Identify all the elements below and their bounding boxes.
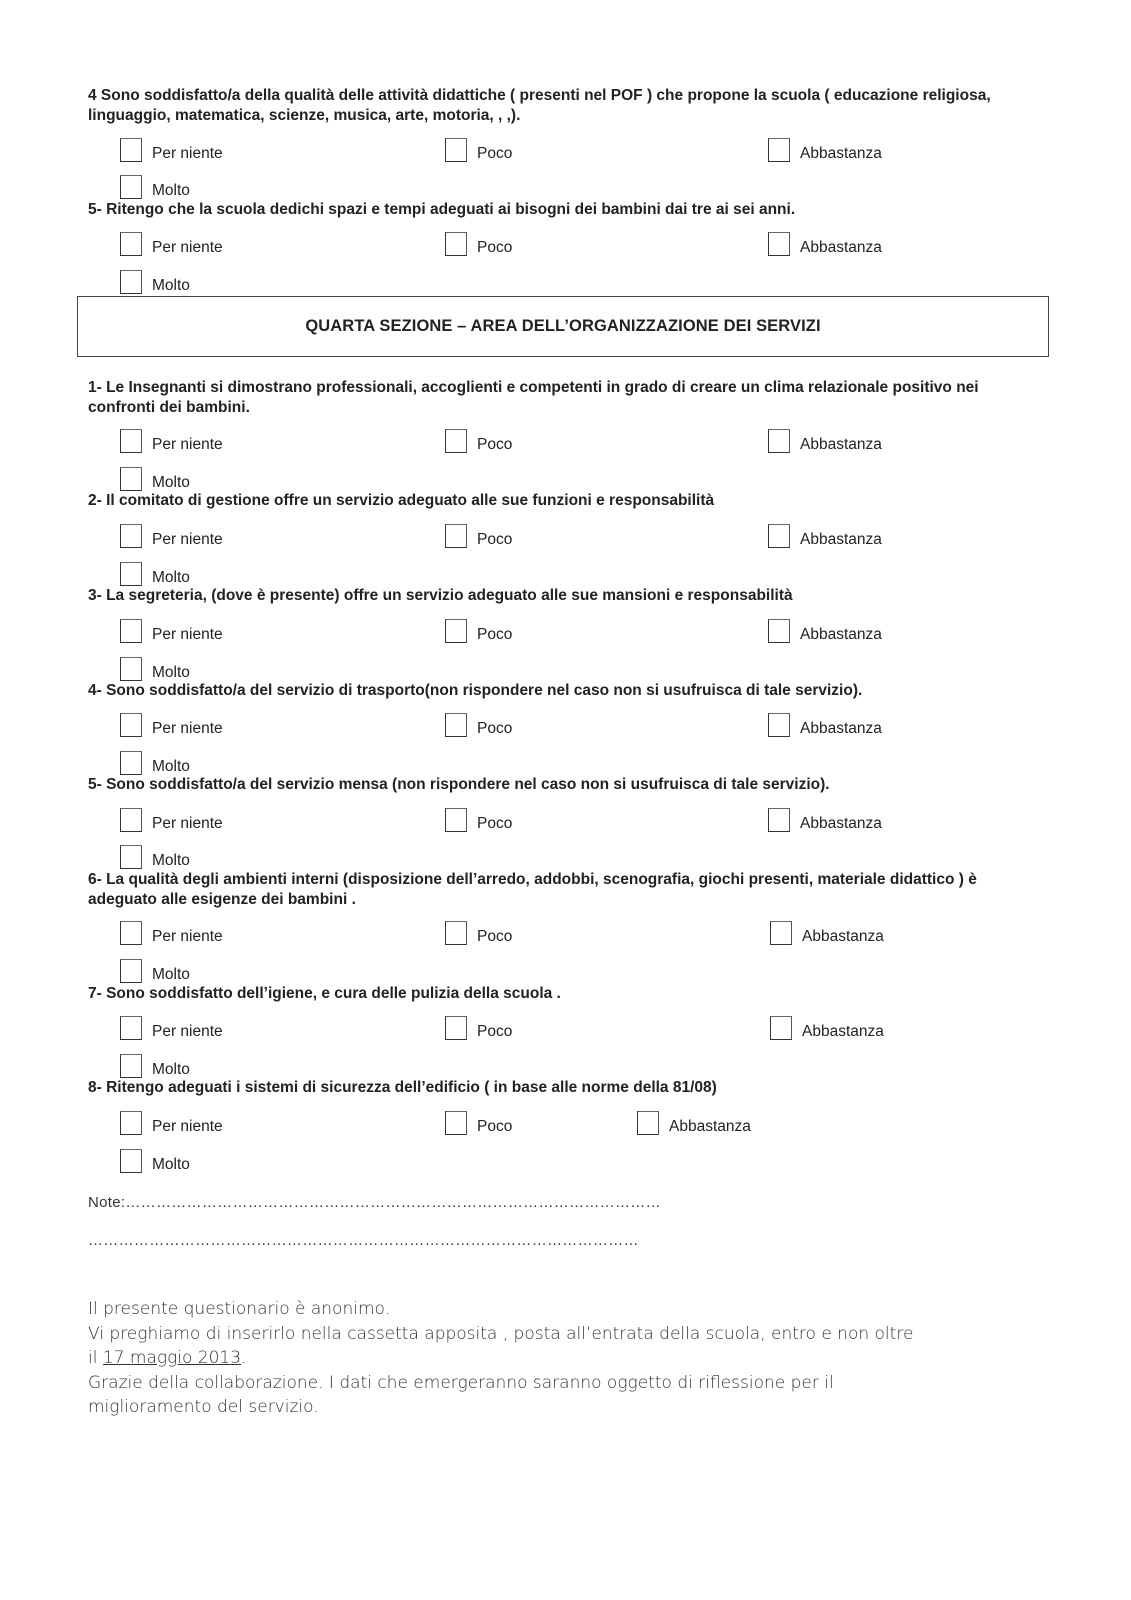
- footer-line-anonymous: Il presente questionario è anonimo.: [88, 1299, 391, 1319]
- question-text: 4- Sono soddisfatto/a del servizio di trasporto(non rispondere nel caso non si usufruisca di tale servizio).: [88, 682, 863, 699]
- option-abbastanza[interactable]: Abbastanza: [770, 919, 884, 945]
- option-per-niente[interactable]: Per niente: [120, 136, 223, 162]
- checkbox[interactable]: [768, 232, 790, 256]
- checkbox[interactable]: [768, 429, 790, 453]
- option-abbastanza[interactable]: Abbastanza: [768, 806, 882, 832]
- question-text: 6- La qualità degli ambienti interni (disposizione dell’arredo, addobbi, scenografia, giochi presenti, materiale didattico ) è adeguato alle esigenze dei bambini .: [88, 871, 977, 908]
- section-title: QUARTA SEZIONE – AREA DELL’ORGANIZZAZIONE DEI SERVIZI: [305, 317, 821, 335]
- checkbox[interactable]: [768, 713, 790, 737]
- checkbox[interactable]: [768, 808, 790, 832]
- checkbox[interactable]: [120, 429, 142, 453]
- checkbox[interactable]: [120, 524, 142, 548]
- option-per-niente[interactable]: Per niente: [120, 919, 223, 945]
- footer-line-instructions: Vi preghiamo di inserirlo nella cassetta apposita , posta all’entrata della scuola, entro e non oltre: [88, 1323, 914, 1344]
- checkbox[interactable]: [637, 1111, 659, 1135]
- section-header: [77, 296, 1049, 357]
- question-text: 8- Ritengo adeguati i sistemi di sicurezza dell’edificio ( in base alle norme della 81/08): [88, 1079, 717, 1096]
- checkbox[interactable]: [445, 808, 467, 832]
- question-text: 1- Le Insegnanti si dimostrano professionali, accoglienti e competenti in grado di creare un clima relazionale positivo nei confronti dei bambini.: [88, 379, 979, 416]
- checkbox[interactable]: [120, 619, 142, 643]
- question-text: 2- Il comitato di gestione offre un servizio adeguato alle sue funzioni e responsabilità: [88, 492, 715, 509]
- checkbox[interactable]: [120, 270, 142, 294]
- checkbox[interactable]: [445, 138, 467, 162]
- checkbox[interactable]: [120, 1149, 142, 1173]
- notes-line-2[interactable]: ………………………………………………………………………………………………: [88, 1232, 639, 1249]
- option-poco[interactable]: Poco: [445, 919, 512, 945]
- checkbox[interactable]: [445, 1111, 467, 1135]
- option-abbastanza[interactable]: Abbastanza: [637, 1109, 751, 1135]
- option-molto[interactable]: Molto: [120, 749, 190, 775]
- option-per-niente[interactable]: Per niente: [120, 1109, 223, 1135]
- option-abbastanza[interactable]: Abbastanza: [768, 711, 882, 737]
- checkbox[interactable]: [120, 175, 142, 199]
- checkbox[interactable]: [120, 1111, 142, 1135]
- option-molto[interactable]: Molto: [120, 1052, 190, 1078]
- option-per-niente[interactable]: Per niente: [120, 711, 223, 737]
- option-poco[interactable]: Poco: [445, 427, 512, 453]
- option-per-niente[interactable]: Per niente: [120, 806, 223, 832]
- question-text: 5- Sono soddisfatto/a del servizio mensa (non rispondere nel caso non si usufruisca di tale servizio).: [88, 776, 830, 793]
- option-abbastanza[interactable]: Abbastanza: [768, 522, 882, 548]
- checkbox[interactable]: [120, 232, 142, 256]
- checkbox[interactable]: [445, 619, 467, 643]
- option-poco[interactable]: Poco: [445, 136, 512, 162]
- checkbox[interactable]: [445, 713, 467, 737]
- option-molto[interactable]: Molto: [120, 655, 190, 681]
- option-per-niente[interactable]: Per niente: [120, 230, 223, 256]
- option-molto[interactable]: Molto: [120, 465, 190, 491]
- option-poco[interactable]: Poco: [445, 617, 512, 643]
- question-text: 5- Ritengo che la scuola dedichi spazi e tempi adeguati ai bisogni dei bambini dai tre ai sei anni.: [88, 201, 796, 218]
- checkbox[interactable]: [120, 921, 142, 945]
- checkbox[interactable]: [120, 808, 142, 832]
- checkbox[interactable]: [445, 429, 467, 453]
- option-per-niente[interactable]: Per niente: [120, 617, 223, 643]
- option-molto[interactable]: Molto: [120, 1147, 190, 1173]
- option-poco[interactable]: Poco: [445, 522, 512, 548]
- option-abbastanza[interactable]: Abbastanza: [768, 230, 882, 256]
- deadline-date: 17 maggio 2013: [102, 1348, 242, 1368]
- option-abbastanza[interactable]: Abbastanza: [768, 617, 882, 643]
- checkbox[interactable]: [445, 921, 467, 945]
- footer-line-improvement: miglioramento del servizio.: [88, 1397, 319, 1417]
- checkbox[interactable]: [445, 1016, 467, 1040]
- notes-line-1[interactable]: Note:……………………………………………………………………………………………: [88, 1194, 661, 1211]
- option-molto[interactable]: Molto: [120, 560, 190, 586]
- checkbox[interactable]: [120, 657, 142, 681]
- option-poco[interactable]: Poco: [445, 230, 512, 256]
- footer-text: [88, 1297, 1048, 1420]
- question-text: 3- La segreteria, (dove è presente) offre un servizio adeguato alle sue mansioni e responsabilità: [88, 587, 793, 604]
- option-molto[interactable]: Molto: [120, 268, 190, 294]
- checkbox[interactable]: [768, 138, 790, 162]
- checkbox[interactable]: [120, 467, 142, 491]
- question-text: 4 Sono soddisfatto/a della qualità delle attività didattiche ( presenti nel POF ) che propone la scuola ( educazione religiosa, linguaggio, matematica, scienze, musica, arte, motoria, , ,).: [88, 87, 991, 124]
- checkbox[interactable]: [120, 138, 142, 162]
- checkbox[interactable]: [770, 1016, 792, 1040]
- option-poco[interactable]: Poco: [445, 806, 512, 832]
- option-poco[interactable]: Poco: [445, 1014, 512, 1040]
- option-per-niente[interactable]: Per niente: [120, 522, 223, 548]
- option-per-niente[interactable]: Per niente: [120, 427, 223, 453]
- checkbox[interactable]: [120, 1016, 142, 1040]
- checkbox[interactable]: [120, 751, 142, 775]
- option-abbastanza[interactable]: Abbastanza: [768, 136, 882, 162]
- footer-line-thanks: Grazie della collaborazione. I dati che emergeranno saranno oggetto di riflessione per il: [88, 1372, 834, 1393]
- checkbox[interactable]: [120, 959, 142, 983]
- checkbox[interactable]: [768, 619, 790, 643]
- checkbox[interactable]: [120, 1054, 142, 1078]
- checkbox[interactable]: [120, 713, 142, 737]
- option-molto[interactable]: Molto: [120, 843, 190, 869]
- checkbox[interactable]: [770, 921, 792, 945]
- option-molto[interactable]: Molto: [120, 173, 190, 199]
- option-abbastanza[interactable]: Abbastanza: [768, 427, 882, 453]
- footer-line-deadline: il 17 maggio 2013.: [88, 1348, 247, 1368]
- option-abbastanza[interactable]: Abbastanza: [770, 1014, 884, 1040]
- option-poco[interactable]: Poco: [445, 1109, 512, 1135]
- checkbox[interactable]: [768, 524, 790, 548]
- checkbox[interactable]: [120, 562, 142, 586]
- question-text: 7- Sono soddisfatto dell’igiene, e cura delle pulizia della scuola .: [88, 985, 561, 1002]
- option-per-niente[interactable]: Per niente: [120, 1014, 223, 1040]
- checkbox[interactable]: [120, 845, 142, 869]
- checkbox[interactable]: [445, 232, 467, 256]
- option-molto[interactable]: Molto: [120, 957, 190, 983]
- option-poco[interactable]: Poco: [445, 711, 512, 737]
- checkbox[interactable]: [445, 524, 467, 548]
